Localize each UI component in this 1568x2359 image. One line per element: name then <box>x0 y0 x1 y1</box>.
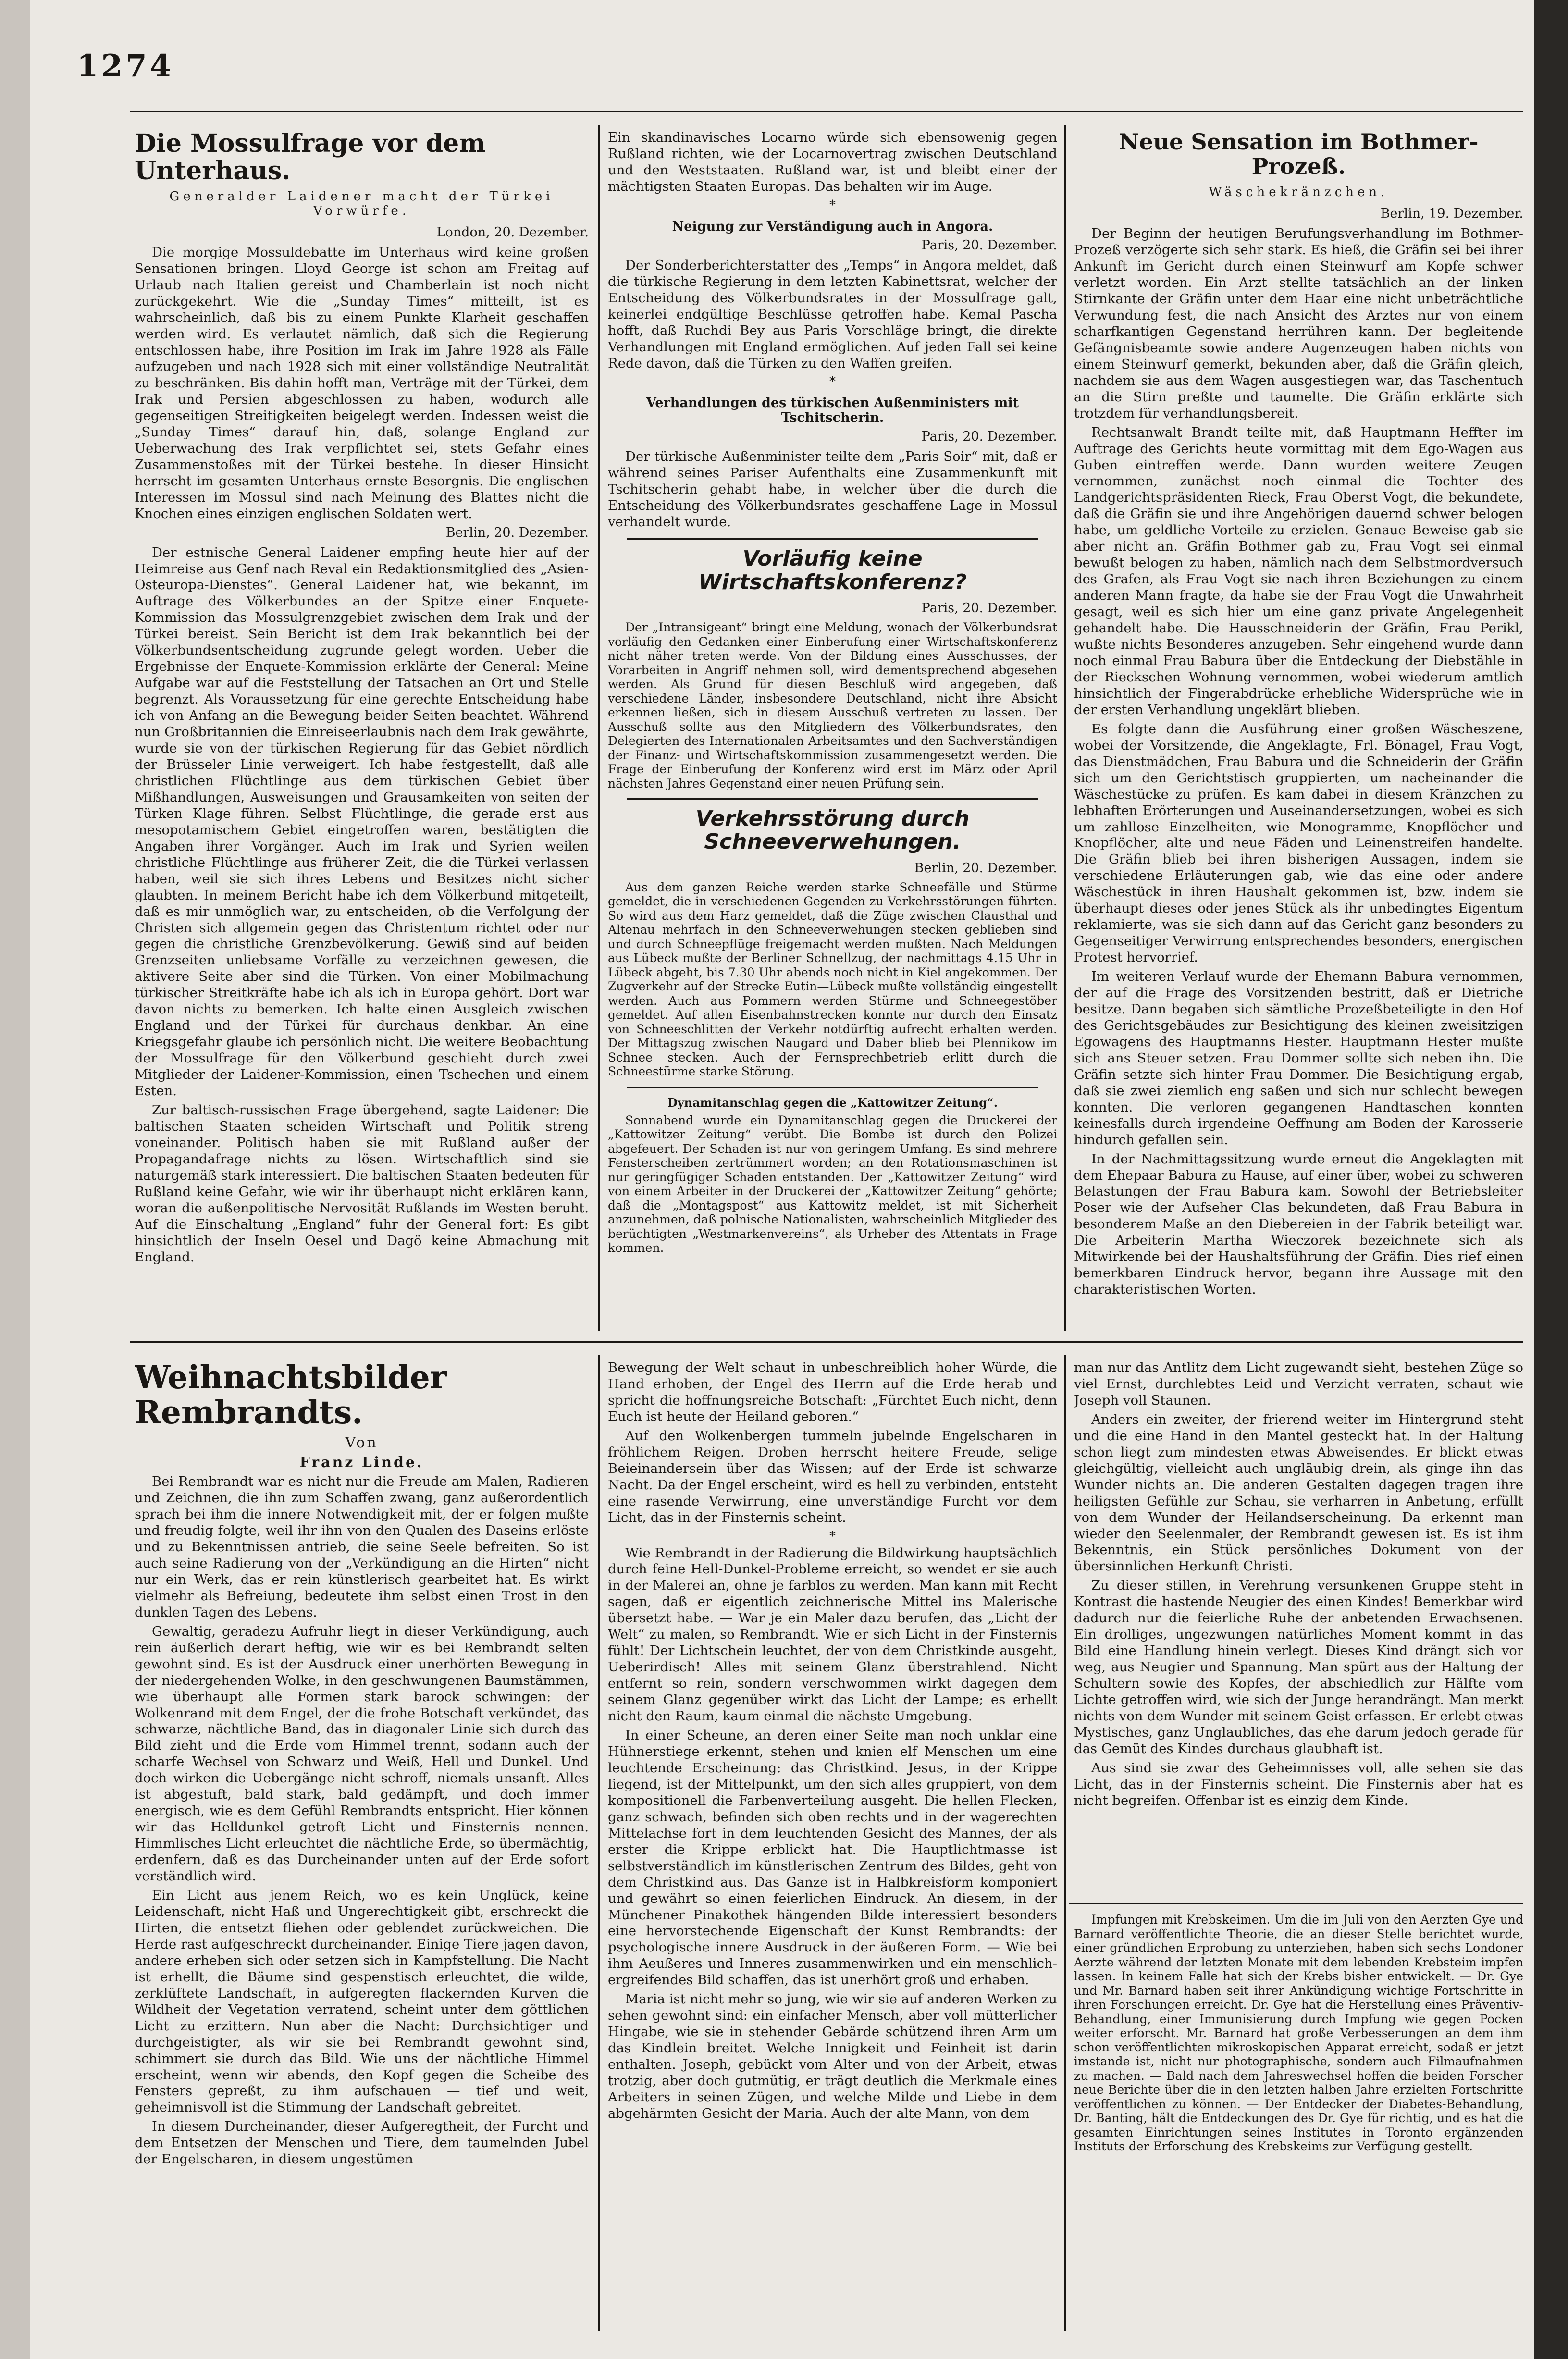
article-bothmer-column <box>1074 130 1523 1331</box>
subheadline-dynamitanschlag: Dynamitanschlag gegen die „Kattowitzer Zeitung“. <box>667 1095 998 1110</box>
paragraph: Der Sonderberichterstatter des „Temps“ in Angora meldet, daß die türkische Regierung in dem letzten Kabinettsrat, welcher der Entscheidung des Völkerbundsrates in der Mossulfrage galt, keinerlei endgültige Beschlüsse getroffen habe. Kemal Pascha hofft, daß Ruchdi Bey aus Paris Vorschläge bringt, die direkte Verhandlungen mit England ermöglichen. Auf jeden Fall sei keine Rede davon, daß die Türken zu den Waffen greifen. <box>608 257 1057 371</box>
dateline-paris: Paris, 20. Dezember. <box>921 429 1057 445</box>
paragraph: Impfungen mit Krebskeimen. Um die im Juli von den Aerzten Gye und Barnard veröffentlichte Theorie, die an dieser Stelle berichtet wurde, einer gründlichen Erprobung zu unterziehen, haben sich sechs Londoner Aerzte während der letzten Monate mit dem lebenden Krebsteim impfen lassen. In keinem Falle hat sich der Krebs bisher entwickelt. — Dr. Gye und Mr. Barnard haben seit ihrer Ankündigung wichtige Fortschritte in ihren Forschungen erreicht. Dr. Gye hat die Herstellung eines Präventiv-Behandlung, einer Immunisierung durch Impfung wie gegen Pocken weiter erforscht. Mr. Barnard hat große Verbesserungen an dem ihm schon veröffentlichten mikroskopischen Apparat erreicht, sodaß er jetzt imstande ist, nicht nur photographische, sondern auch Filmaufnahmen zu machen. — Bald nach dem Jahreswechsel hoffen die beiden Forscher neue Berichte über die in den letzten halben Jahre erzielten Fortschritte veröffentlichen zu können. — Der Entdecker der Diabetes-Behandlung, Dr. Banting, hält die Entdeckungen des Dr. Gye für richtig, und es hat die gesamten Einrichtungen seines Institutes in Toronto ergänzenden Instituts der Erforschung des Krebskeims zur Verfügung gestellt. <box>1074 1913 1523 2153</box>
dateline-berlin: Berlin, 19. Dezember. <box>1380 206 1523 222</box>
subheadline-waeschekraenzchen: Wäschekränzchen. <box>1209 185 1389 200</box>
paragraph: Der Beginn der heutigen Berufungsverhandlung im Bothmer-Prozeß verzögerte sich sehr stark. Es hieß, die Gräfin sei bei ihrer Ankunft im Gericht durch einen Steinwurf am Kopfe schwer verletzt worden. Ein Arzt stellte tatsächlich an der linken Stirnkante der Gräfin unter dem Haar eine nicht unbeträchtliche Verwundung fest, die nach Ansicht des Arztes nur von einem scharfkantigen Gegenstand herrühren kann. Der begleitende Gefängnisbeamte sowie andere Augenzeugen haben nichts von einem Steinwurf gemerkt, bekunden aber, daß die Gräfin gleich, nachdem sie aus dem Wagen ausgestiegen war, das Taschentuch an die Stirn preßte und taumelte. Die Gräfin erklärte sich trotzdem für verhandlungsbereit. <box>1074 226 1523 421</box>
article-separator <box>627 1087 1038 1088</box>
top-rule <box>130 111 1523 112</box>
article-separator <box>627 798 1038 800</box>
paragraph: Bei Rembrandt war es nicht nur die Freude am Malen, Radieren und Zeichnen, die ihn zum Schaffen zwang, ganz außerordentlich sprach bei ihm die innere Notwendigkeit mit, der er folgen mußte und freudig folgte, weil ihr ihn von den Qualen des Daseins erlöste und zu Bekenntnissen antrieb, die seine Seele befreiten. So ist auch seine Radierung von der „Verkündigung an die Hirten“ nicht nur ein Werk, das er rein künstlerisch gearbeitet hat. Es wirkt vielmehr als Befreiung, bedeutete ihm selbst einen Trost in den dunklen Tagen des Lebens. <box>135 1474 589 1620</box>
dateline-berlin: Berlin, 20. Dezember. <box>914 860 1057 876</box>
paragraph: Aus sind sie zwar des Geheimnisses voll, alle sehen sie das Licht, das in der Finsternis scheint. Die Finsternis aber hat es nicht begreifen. Offenbar ist es einzig dem Kinde. <box>1074 1760 1523 1808</box>
byline-von: Von <box>345 1434 378 1452</box>
feuilleton-rembrandt-col3 <box>1074 1360 1523 1898</box>
paragraph: Sonnabend wurde ein Dynamitanschlag gegen die Druckerei der „Kattowitzer Zeitung“ verübt. Die Bombe ist durch den Polizei abgefeuert. Der Schaden ist nur von geringem Umfang. Es sind mehrere Fensterscheiben zertrümmert worden; an den Rotationsmaschinen ist nur geringfügiger Schaden entstanden. Der „Kattowitzer Zeitung“ wird von einem Arbeiter in der Druckerei der „Kattowitzer Zeitung“ gehörte; daß die „Montagspost“ aus Kattowitz meldet, ist mit Sicherheit anzunehmen, daß polnische Nationalisten, wahrscheinlich Mitglieder des berüchtigten „Westmarkenvereins“, als Urheber des Attentats in Frage kommen. <box>608 1113 1057 1255</box>
separator-star: * <box>829 1529 836 1544</box>
paragraph: In der Nachmittagssitzung wurde erneut die Angeklagten mit dem Ehepaar Babura zu Hause, auf einer über, wobei zu schweren Belastungen der Frau Babura kam. Sowohl der Betriebsleiter Poser wie der Aufseher Clas bekundeten, daß Frau Babura in besonderem Maße an den Diebereien in der Fabrik beteiligt war. Die Arbeiterin Martha Wieczorek bezeichnete sich als Mitwirkende bei der Haushaltsführung der Gräfin. Dies rief einen bemerkbaren Eindruck hervor, begann ihre Aussage mit den charakteristischen Worten. <box>1074 1151 1523 1297</box>
headline-mossulfrage: Die Mossulfrage vor dem Unterhaus. <box>135 130 486 186</box>
paragraph: Gewaltig, geradezu Aufruhr liegt in dieser Verkündigung, auch rein äußerlich derart heftig, wie wir es bei Rembrandt selten gewohnt sind. Es ist der Ausdruck einer unerhörten Bewegung in der niedergehenden Wolke, in den geschwungenen Baumstämmen, wie überhaupt alle Formen stark barock schwingen: der Wolkenrand mit dem Engel, der die frohe Botschaft verkündet, das schwarze, nächtliche Band, das in diagonaler Linie sich durch das Bild zieht und die Erde vom Himmel trennt, sodann auch der scharfe Wechsel von Schwarz und Weiß, Hell und Dunkel. Und doch wirken die Uebergänge nicht schroff, niemals unsanft. Alles ist abgestuft, bald stark, bald gedämpft, und doch immer energisch, wie es dem Gefühl Rembrandts entspricht. Hier können wir das Helldunkel getroft Licht und Finsternis nennen. Himmlisches Licht erleuchtet die nächtliche Erde, so übermächtig, erdenfern, daß es das Durcheinander unten auf der Erde sofort verständlich wird. <box>135 1623 589 1884</box>
paragraph: In einer Scheune, an deren einer Seite man noch unklar eine Hühnerstiege erkennt, stehen und knien elf Menschen um eine leuchtende Erscheinung: das Christkind. Jesus, in der Krippe liegend, ist der Mittelpunkt, um den sich alles gruppiert, von dem kompositionell die Farbenverteilung ausgeht. Die hellen Flecken, ganz schwach, befinden sich oben rechts und in der wagerechten Mittelachse fort in dem leuchtenden Gesicht des Mannes, der als erster die Krippe erblickt hat. Die Hauptlichtmasse ist selbstverständlich im künstlerischen Zentrum des Bildes, geht von dem Christkind aus. Das Ganze ist in Halbkreisform komponiert und gewährt so einen feierlichen Eindruck. An diesem, in der Münchener Pinakothek hängenden Bilde interessiert besonders eine hervorstechende Eigenschaft der Kunst Rembrandts: der psychologische innere Ausdruck in der äußeren Form. — Wie bei ihm Aeußeres und Inneres zusammenwirken und ein menschlich-ergreifendes Bild schaffen, das ist unerhört groß und erhaben. <box>608 1728 1057 1988</box>
paragraph: Im weiteren Verlauf wurde der Ehemann Babura vernommen, der auf die Frage des Vorsitzenden bestritt, daß er Dietriche besitze. Dann begaben sich sämtliche Prozeßbeteiligte in den Hof des Gerichtsgebäudes zur Besichtigung des kleinen zweisitzigen Egowagens des Hauptmanns Hester. Hauptmann Hester mußte sich ans Steuer setzen. Frau Dommer sollte sich neben ihn. Die Gräfin setzte sich hinter Frau Dommer. Die Besichtigung ergab, daß sie zwei ziemlich eng saßen und sich nur schlecht bewegen konnten. Die verloren gegangenen Handtaschen konnten keinesfalls durch irgendeine Oeffnung am Boden der Karosserie hindurch gefallen sein. <box>1074 969 1523 1148</box>
headline-wirtschaftskonferenz: Vorläufig keine Wirtschaftskonferenz? <box>698 546 967 594</box>
news-column-middle <box>608 130 1057 1331</box>
separator-star: * <box>829 198 836 212</box>
article-separator <box>627 538 1038 540</box>
subheadline-tschitscherin: Verhandlungen des türkischen Außenministers mit Tschitscherin. <box>646 395 1019 426</box>
paragraph: Maria ist nicht mehr so jung, wie wir sie auf anderen Werken zu sehen gewohnt sind: ein einfacher Mensch, aber voll mütterlicher Hingabe, wie sie in stehender Gebärde schützend ihren Arm um das Kindlein breitet. Welche Innigkeit und Feinheit ist darin enthalten. Joseph, gebückt vom Alter und von der Arbeit, etwas trotzig, aber doch gutmütig, er trägt deutlich die Merkmale eines Arbeiters in seinen Zügen, und welche Milde und Liebe in dem abgehärmten Gesicht der Maria. Auch der alte Mann, von dem <box>608 1991 1057 2121</box>
paragraph: Der türkische Außenminister teilte dem „Paris Soir“ mit, daß er während seines Pariser Aufenthalts eine Zusammenkunft mit Tschitscherin gehabt habe, in welcher über die durch die Entscheidung des Völkerbundsrates geschaffene Lage in Mossul verhandelt wurde. <box>608 449 1057 530</box>
paragraph: Der „Intransigeant“ bringt eine Meldung, wonach der Völkerbundsrat vorläufig den Gedanken einer Einberufung einer Wirtschaftskonferenz nicht näher treten werde. Von der Bildung eines Ausschusses, der Vorarbeiten in Angriff nehmen soll, wird dementsprechend abgesehen werden. Als Grund für diesen Beschluß wird angegeben, daß verschiedene Länder, insbesondere Deutschland, nicht ihre Absicht erkennen ließen, sich in diesem Ausschuß vertreten zu lassen. Der Ausschuß sollte aus den Mitgliedern des Völkerbundsrates, den Delegierten des Internationalen Arbeitsamtes und den Sachverständigen der Finanz- und Wirtschaftskommission zusammengesetzt werden. Die Frage der Einberufung der Konferenz wird erst im März oder April nächsten Jahres Gegenstand einer neuen Prüfung sein. <box>608 620 1057 790</box>
paragraph: Zu dieser stillen, in Verehrung versunkenen Gruppe steht in Kontrast die hastende Neugier des einen Kindes! Bemerkbar wird dadurch nur die feierliche Ruhe der anbetenden Erwachsenen. Ein drolliges, ungezwungen natürliches Moment kommt in das Bild eine Handlung hinein verlegt. Dieses Kind drängt sich vor weg, aus Neugier und Spannung. Man spürt aus der Haltung der Schultern sowie des Kopfes, der abschiedlich zur Hälfte vom Lichte getroffen wird, wie sich der Junge herandrängt. Man merkt nichts von dem Wunder mit seinem Geist erfassen. Er erlebt etwas Mystisches, ganz Unglaubliches, das ehe darum jedoch gerade für das Gemüt des Kindes durchaus glaubhaft ist. <box>1074 1578 1523 1756</box>
bottom-column3-rule <box>1069 1903 1523 1904</box>
paragraph: Aus dem ganzen Reiche werden starke Schneefälle und Stürme gemeldet, die in verschiedenen Gegenden zu Verkehrsstörungen führten. So wird aus dem Harz gemeldet, daß die Züge zwischen Clausthal und Altenau mehrfach in den Schneeverwehungen stecken geblieben sind und durch Schneepflüge freigemacht werden mußten. Nach Meldungen aus Lübeck mußte der Berliner Schnellzug, der nachmittags 4.15 Uhr in Lübeck abgeht, bis 7.30 Uhr abends noch nicht in Kiel angekommen. Der Zugverkehr auf der Strecke Eutin—Lübeck mußte vollständig eingestellt werden. Auch aus Pommern werden Stürme und Schneegestöber gemeldet. Auf allen Eisenbahnstrecken konnte nur durch den Einsatz von Schneeschlitten der Verkehr notdürftig aufrecht erhalten werden. Der Mittagszug zwischen Naugard und Daber blieb bei Plennikow im Schnee stecken. Auch der Fernsprechbetrieb erlitt durch die Schneestürme starke Störung. <box>608 880 1057 1079</box>
article-mossul-column <box>135 130 589 1331</box>
news-krebskeime <box>1074 1913 1523 2331</box>
paragraph: Auf den Wolkenbergen tummeln jubelnde Engelscharen in fröhlichem Reigen. Droben herrscht heitere Freude, selige Beieinandersein über das Wissen; auf der Erde ist schwarze Nacht. Da der Engel erscheint, wird es hell zu verbinden, entsteht eine rasende Verwirrung, eine unverständige Furcht vor dem Licht, das in der Finsternis scheint. <box>608 1428 1057 1525</box>
paragraph: Ein Licht aus jenem Reich, wo es kein Unglück, keine Leidenschaft, nicht Haß und Ungerechtigkeit gibt, erschreckt die Hirten, die entsetzt fliehen oder geblendet zurückweichen. Die Herde rast aufgeschreckt durcheinander. Einige Tiere jagen davon, andere erheben sich oder setzen sich in Kampfstellung. Die Nacht ist erhellt, die Bäume sind gespenstisch erleuchtet, die wilde, zerklüftete Landschaft, in aufgeregten flackernden Kurven die Wildheit der Vegetation verratend, scheint unter dem göttlichen Licht zu erzittern. Nun aber die Nacht: Durchsichtiger und durchgeistigter, als wir sie bei Rembrandt gewohnt sind, schimmert sie durch das Bild. Wie uns der nächtliche Himmel erscheint, wenn wir abends, den Kopf gegen die Scheibe des Fensters gepreßt, zu ihm aufschauen — tief und weit, geheimnisvoll ist die Stimmung der Landschaft gebreitet. <box>135 1888 589 2115</box>
page-number: 1274 <box>77 48 174 84</box>
dateline-paris: Paris, 20. Dezember. <box>921 601 1057 616</box>
headline-bothmer-prozess: Neue Sensation im Bothmer-Prozeß. <box>1119 130 1479 179</box>
column-divider-4 <box>1064 1355 1066 2331</box>
scan-left-margin <box>0 0 30 2359</box>
paragraph: Wie Rembrandt in der Radierung die Bildwirkung hauptsächlich durch feine Hell-Dunkel-Probleme erreicht, so wendet er sie auch in der Malerei an, ohne je farblos zu werden. Man kann mit Recht sagen, daß er eigentlich zeichnerische Mittel ins Malerische übersetzt habe. — War je ein Maler dazu berufen, das „Licht der Welt“ zu malen, so Rembrandt. Wie er sich Licht in der Finsternis fühlt! Der Lichtschein leuchtet, der von dem Christkinde ausgeht, Ueberirdisch! Alles mit seinem Glanz überstrahlend. Nicht entfernt so rein, sondern verschwommen wirkt dagegen dem seinem Glanz gegenüber wirkt das Licht der Lampe; es erhellt nicht den Raum, kaum einmal die nächste Umgebung. <box>608 1545 1057 1724</box>
headline-verkehrsstoerung: Verkehrsstörung durch Schneeverwehungen. <box>695 806 970 854</box>
column-divider-1 <box>598 125 600 1331</box>
feuilleton-rembrandt-col1 <box>135 1360 589 2331</box>
headline-rembrandt: Weihnachtsbilder Rembrandts. <box>135 1360 447 1431</box>
dateline-paris: Paris, 20. Dezember. <box>921 237 1057 253</box>
middle-section-rule <box>130 1341 1523 1343</box>
paragraph: Die morgige Mossuldebatte im Unterhaus wird keine großen Sensationen bringen. Lloyd George ist schon am Freitag auf Urlaub nach Italien gereist und Chamberlain ist noch nicht zurückgekehrt. Wie die „Sunday Times“ mitteilt, ist es wahrscheinlich, daß bis zu einem Punkte Klarheit geschaffen werden wird. Es verlautet nämlich, daß sich die Regierung entschlossen habe, ihre Position im Irak im Jahre 1928 als Fälle aufzugeben und nach 1928 sich mit einer vollständige Neutralität zu beschränken. Bis dahin hofft man, Verträge mit der Türkei, dem Irak und Persien abgeschlossen zu haben, wodurch alle gegenseitigen Streitigkeiten beigelegt werden. Indessen weist die „Sunday Times“ darauf hin, daß, solange England zur Ueberwachung des Irak verpflichtet sei, stets Gefahr eines Zusammenstoßes mit der Türkei bestehe. In dieser Hinsicht herrscht im gesamten Unterhaus ernste Besorgnis. Die englischen Interessen im Mossul sind nach Meinung des Blattes nicht die Knochen eines einzigen englischen Soldaten wert. <box>135 245 589 521</box>
separator-star: * <box>829 374 836 389</box>
paragraph: Rechtsanwalt Brandt teilte mit, daß Hauptmann Heffter im Auftrage des Gerichts heute vormittag mit dem Ego-Wagen aus Guben eintreffen werde. Dann wurden weitere Zeugen vernommen, zunächst noch einmal die Tochter des Landgerichtspräsidenten Rieck, Frau Oberst Vogt, die bekundete, daß die Gräfin sie und ihre Angehörigen dauernd schwer belogen habe, um geldliche Vorteile zu erzielen. Genaue Beweise gab sie aber nicht an. Gräfin Bothmer gab zu, Frau Vogt sei einmal bewußt belogen zu haben, nämlich nach dem Selbstmordversuch des Grafen, als Frau Vogt sie nach ihren Beziehungen zu einem anderen Mann fragte, da habe sie der Frau Vogt die Unwahrheit gesagt, weil es sich hier um eine ganz private Angelegenheit gehandelt habe. Die Hausschneiderin der Gräfin, Frau Perikl, wußte nichts Besonderes anzugeben. Sehr eingehend wurde dann noch einmal Frau Babura über die Entdeckung der Diebstähle in der Rieckschen Wohnung vernommen, wobei wiederum amtlich hinsichtlich der Fingerabdrücke erhebliche Widersprüche wie in der ersten Verhandlung ungeklärt blieben. <box>1074 424 1523 717</box>
paragraph: Zur baltisch-russischen Frage übergehend, sagte Laidener: Die baltischen Staaten scheiden Wirtschaft und Politik streng voneinander. Politisch haben sie mit Rußland außer der Propagandafrage nichts zu lösen. Wirtschaftlich sind sie naturgemäß stark interessiert. Die baltischen Staaten bedeuten für Rußland keine Gefahr, wie wir ihr überhaupt nicht erklären kann, woran die außenpolitische Nervosität Rußlands im Westen beruht. Auf die Einschaltung „England“ fuhr der General fort: Es gibt hinsichtlich der Inseln Oesel und Dagö keine Abmachung mit England. <box>135 1102 589 1265</box>
subheadline-angora: Neigung zur Verständigung auch in Angora. <box>672 219 993 234</box>
dateline-london: London, 20. Dezember. <box>436 225 589 240</box>
column-divider-3 <box>598 1355 600 2331</box>
paragraph: Es folgte dann die Ausführung einer großen Wäscheszene, wobei der Vorsitzende, die Angeklagte, Frl. Bönagel, Frau Vogt, das Dienstmädchen, Frau Babura und die Schneiderin der Gräfin sich um den Gerichtstisch gruppierten, um nacheinander die Wäschestücke zu prüfen. Es kam dabei in diesem Kränzchen zu lebhaften Erörterungen und Auseinandersetzungen, wobei es sich um zahllose Einzelheiten, wie Monogramme, Knopflöcher und Knopflöcher, alte und neue Fäden und Leinenstreifen handelte. Die Gräfin blieb bei ihren bisherigen Aussagen, indem sie verschiedene Erläuterungen gab, wie das eine oder andere Wäschestück in ihren Haushalt gekommen ist, bzw. indem sie überhaupt dieses oder jenes Stück als ihr unbedingtes Eigentum reklamierte, was sie sich dann auf das Gericht ganz besonders zu Gegenseitiger Verwirrung entsprechendes besonders, energischen Protest hervorrief. <box>1074 721 1523 965</box>
feuilleton-rembrandt-col2 <box>608 1360 1057 2331</box>
paragraph: In diesem Durcheinander, dieser Aufgeregtheit, der Furcht und dem Entsetzen der Menschen und Tiere, dem taumelnden Jubel der Engelscharen, in diesem ungestümen <box>135 2119 589 2167</box>
paragraph: Bewegung der Welt schaut in unbeschreiblich hoher Würde, die Hand erhoben, der Engel des Herrn auf die Erde herab und spricht die hoffnungsreiche Botschaft: „Fürchtet Euch nicht, denn Euch ist heute der Heiland geboren.“ <box>608 1360 1057 1424</box>
paragraph: Ein skandinavisches Locarno würde sich ebensowenig gegen Rußland richten, wie der Locarnovertrag zwischen Deutschland und den Weststaaten. Rußland war, ist und bleibt einer der mächtigsten Staaten Europas. Das behalten wir im Auge. <box>608 130 1057 194</box>
subheadline-laidener: Generalder Laidener macht der Türkei Vorwürfe. <box>169 189 554 219</box>
paragraph: Anders ein zweiter, der frierend weiter im Hintergrund steht und die eine Hand in den Mantel gesteckt hat. In der Haltung schon liegt zum mindesten etwas Abweisendes. Er blickt etwas gleichgültig, vielleicht auch ungläubig drein, als ginge ihn das Wunder nichts an. Die anderen Gestalten dagegen tragen ihre heiligsten Gefühle zur Schau, sie verharren in Anbetung, erfüllt von dem Wunder der Heilandserscheinung. Da erkennt man wieder den Seelenmaler, der Rembrandt gewesen ist. Es ist ihm Bekenntnis, ein Stück persönliches Dokument von der übersinnlichen Herkunft Christi. <box>1074 1411 1523 1574</box>
column-divider-2 <box>1064 125 1066 1331</box>
dateline-berlin: Berlin, 20. Dezember. <box>445 525 589 540</box>
scan-right-edge <box>1534 0 1568 2359</box>
paragraph: Der estnische General Laidener empfing heute hier auf der Heimreise aus Genf nach Reval ein Redaktionsmitglied des „Asien-Osteuropa-Dienstes“. General Laidener hat, wie bekannt, im Auftrage des Völkerbundes an der Spitze einer Enquete-Kommission das Mossulgrenzgebiet zwischen dem Irak und der Türkei bereist. Sein Bericht ist dem Irak bekanntlich bei der Völkerbundsentscheidung zugrunde gelegt worden. Ueber die Ergebnisse der Enquete-Kommission erklärte der General: Meine Aufgabe war auf die Feststellung der Tatsachen an Ort und Stelle begrenzt. Als Voraussetzung für eine gerechte Entscheidung habe ich von Anfang an die Bewegung beider Seiten beachtet. Während nun Großbritannien die Einreiseerlaubnis nach dem Irak gewährte, wurde sie von der türkischen Regierung für das Gebiet nördlich der Brüsseler Linie verweigert. Ich habe festgestellt, daß alle christlichen Flüchtlinge aus dem türkischen Gebiet über Mißhandlungen, Ausweisungen und Grausamkeiten von seiten der Türken Klage führen. Selbst Flüchtlinge, die gerade erst aus mesopotamischem Gebiet eingetroffen waren, bestätigten die Angaben ihrer Vorgänger. Auch im Irak und Syrien weilen christliche Flüchtlinge aus früherer Zeit, die die Türkei verlassen haben, weil sie sich ihres Lebens und Besitzes nicht sicher glaubten. In meinem Bericht habe ich dem Völkerbund mitgeteilt, daß es mir unmöglich war, zu entscheiden, ob die Verfolgung der Christen sich allgemein gegen das Christentum richtet oder nur gegen die christliche Grenzbevölkerung. Gewiß sind auf beiden Grenzseiten unliebsame Vorfälle zu verzeichnen gewesen, die aktivere Seite aber sind die Türken. Von einer Mobilmachung türkischer Streitkräfte habe ich als ich in Europa gehört. Dort war davon nichts zu bemerken. Ich halte einen Ausgleich zwischen England und der Türkei für durchaus denkbar. An eine Kriegsgefahr glaube ich persönlich nicht. Die weitere Beobachtung der Mossulfrage für den Völkerbund geschieht durch zwei Mitglieder der Laidener-Kommission, einen Tschechen und einem Esten. <box>135 544 589 1099</box>
paragraph: man nur das Antlitz dem Licht zugewandt sieht, bestehen Züge so viel Ernst, durchlebtes Leid und Verzicht verraten, schaut wie Joseph voll Staunen. <box>1074 1360 1523 1408</box>
byline-author: Franz Linde. <box>299 1454 424 1471</box>
